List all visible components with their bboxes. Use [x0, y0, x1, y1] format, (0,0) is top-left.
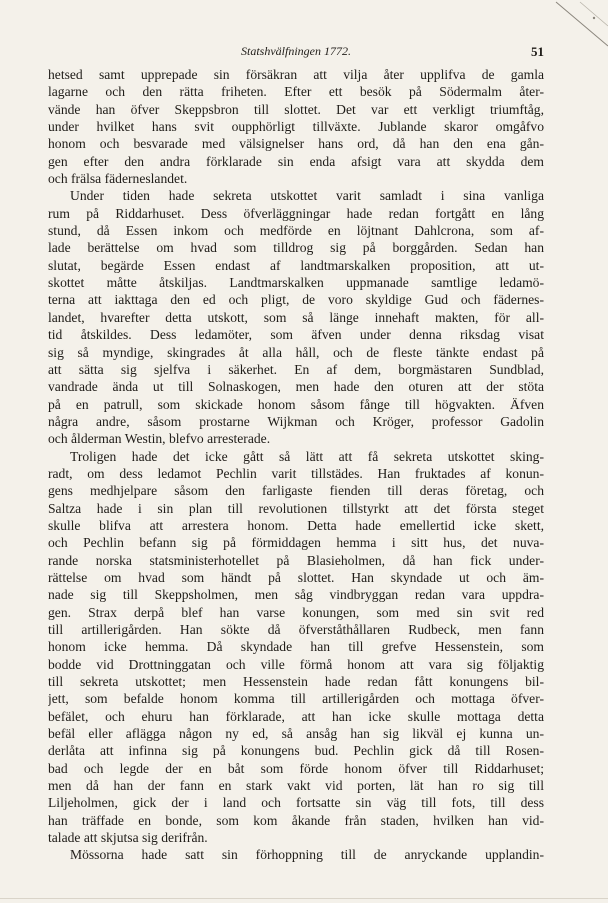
text-line: Troligen hade det icke gått så lätt att få sekreta utskottet sking-: [70, 448, 544, 464]
text-line: och frälsa fäderneslandet.: [48, 171, 188, 187]
text-line: sig så myndige, skingrades åt alla håll, och de fleste tänkte endast på: [48, 344, 544, 360]
text-line: hetsed samt upprepade sin försäkran att vilja åter upplifva de gamla: [48, 67, 544, 82]
text-line: lade berättelse om hvad som tilldrog sig på borggården. Sedan han: [48, 240, 544, 256]
text-line: rande norska statsministerhotellet på Blasieholmen, då han fick under-: [48, 552, 544, 568]
text-line: befälet, och ehuru han förklarade, att han icke skulle mottaga detta: [48, 708, 544, 724]
text-line: Mössorna hade satt sin förhoppning till de anryckande upplandin-: [70, 847, 544, 863]
text-line: Liljeholmen, gick der i land och fortsatte sin väg till fots, till dess: [48, 795, 544, 811]
text-line: Under tiden hade sekreta utskottet varit samladt i sina vanliga: [70, 188, 544, 204]
text-line: men då han der fann en stark vakt vid porten, lät han ro sig till: [48, 778, 544, 794]
text-line: vandrade ända ut till Solnaskogen, men hade den oturen att der stöta: [48, 379, 544, 395]
text-line: bodde vid Drottninggatan och ville förmå honom att vara sig följaktig: [48, 656, 544, 672]
text-line: terna att iakttaga den ed och pligt, de voro skyldige Gud och fädernes-: [48, 292, 544, 308]
text-line: talade att skjutsa sig derifrån.: [48, 830, 208, 846]
page-edge: [0, 898, 608, 899]
text-line: och Pechlin befann sig på förmiddagen hemma i sitt hus, det nuva-: [48, 535, 544, 551]
page-number: 51: [531, 44, 544, 59]
text-line: att sätta sig sjelfva i säkerhet. En af dem, borgmästaren Sundblad,: [48, 361, 544, 377]
text-line: nade sig till Skeppsholmen, men såg vindbryggan redan vara uppdra-: [48, 587, 544, 603]
body-text: [48, 66, 544, 864]
text-line: jett, som befalde honom komma till artillerigården och mottaga öfver-: [48, 691, 544, 707]
text-line: på en patrull, som skickade honom såsom fånge till högvakten. Äfven: [48, 396, 544, 412]
text-line: några andre, såsom prostarne Wijkman och Kröger, professor Gadolin: [48, 413, 544, 429]
text-line: gen efter den andra förklarade sin enda afsigt vara att skydda dem: [48, 153, 544, 169]
text-line: gens medhjelpare såsom den farligaste fienden till deras företag, och: [48, 483, 544, 499]
text-line: landet, hvarefter detta utskott, som så länge innehaft makten, för all-: [48, 309, 544, 325]
text-line: och ålderman Westin, blefvo arresterade.: [48, 431, 271, 447]
running-title: Statshvälfningen 1772.: [241, 44, 351, 58]
text-line: honom och besvarade med välsignelser hans ord, då han den ena gån-: [48, 136, 544, 152]
text-line: till sekreta utskottet; men Hessenstein hade redan fått konungens bil-: [48, 674, 544, 690]
text-line: Saltza hade i sin plan till revolutionen tillstyrkt att det första steget: [48, 500, 544, 516]
text-line: honom icke hemma. Då skyndade han till grefve Hessenstein, som: [48, 639, 544, 655]
page-header: [48, 44, 544, 64]
text-line: lagarne och den rätta friheten. Efter ett besök på Södermalm åter-: [48, 84, 544, 100]
text-line: gen. Strax derpå blef han varse konungen, som med sin svit red: [48, 604, 544, 620]
text-line: till artillerigården. Han sökte då öfverståthållaren Rudbeck, men fann: [48, 622, 544, 637]
text-line: stund, då Essen inkom och medförde en löjtnant Dahlcrona, som af-: [48, 223, 544, 239]
text-line: skottet måtte åtskiljas. Landtmarskalken uppmanade samtlige ledamö-: [48, 275, 544, 291]
text-line: han träffade en bonde, som kom åkande från staden, hvilken han vid-: [48, 812, 544, 828]
text-line: derlåta att infinna sig på konungens bud. Pechlin gick då till Rosen-: [48, 743, 544, 759]
text-line: slutat, begärde Essen endast af landtmarskalken proposition, att ut-: [48, 257, 544, 273]
text-line: under hvilket hans svit oupphörligt tillväxte. Jublande skaror omgåfvo: [48, 119, 544, 135]
text-line: skulle blifva att arrestera honom. Detta hade emellertid icke skett,: [48, 517, 544, 533]
text-line: rum på Riddarhuset. Dess öfverläggningar hade redan fortgått en lång: [48, 205, 544, 221]
text-line: rättelse om hvad som händt på slottet. Han skyndade ut och äm-: [48, 569, 544, 585]
text-line: radt, om dess ledamot Pechlin varit tillstädes. Han fruktades af konun-: [48, 465, 544, 481]
text-line: vände han öfver Skeppsbron till slottet. Det var ett verkligt triumftåg,: [48, 101, 544, 117]
text-line: tid åtskildes. Dess ledamöter, som äfven under denna riksdag visat: [48, 327, 544, 343]
text-line: befäl eller aflägga någon ny ed, så ansåg han sig likväl ej kunna un-: [48, 726, 544, 742]
text-line: bad och legde der en båt som förde honom öfver till Riddarhuset;: [48, 760, 544, 776]
